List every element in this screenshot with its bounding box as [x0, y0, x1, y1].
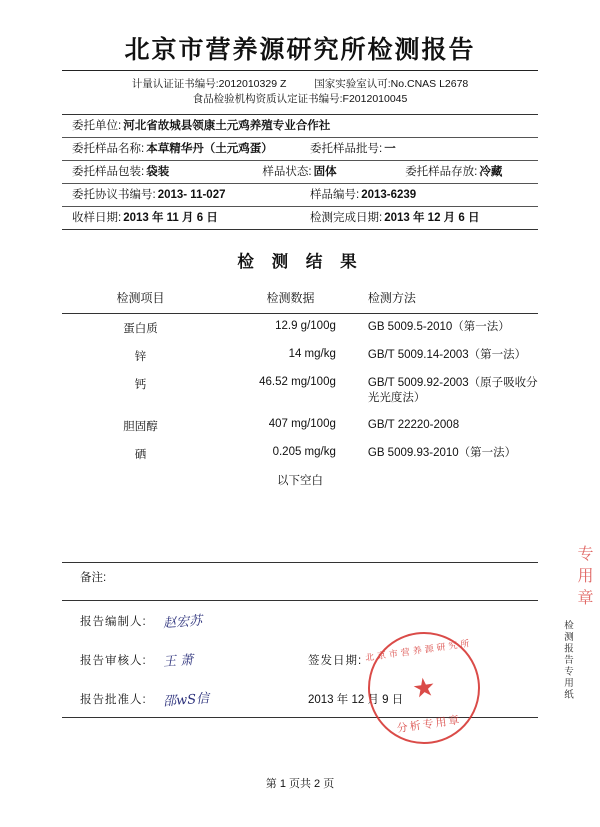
table-header-row [62, 284, 538, 314]
cell-item: 钙 [134, 379, 147, 391]
info-row [62, 206, 538, 229]
food-cert-value: F2012010045 [342, 93, 408, 105]
cell-item: 锌 [134, 351, 147, 363]
star-icon: ★ [410, 671, 438, 704]
approver-signature: 邵wS信 [162, 691, 210, 710]
column-header-item: 检测项目 [62, 284, 219, 314]
cell-data: 12.9 g/100g [275, 320, 336, 332]
cnas-label: 国家实验室认可: [314, 78, 391, 90]
info-row [62, 115, 538, 137]
food-cert-label: 食品检验机构资质认定证书编号: [192, 93, 343, 105]
certification-line-2 [62, 92, 538, 107]
client-info-block [62, 114, 538, 230]
sample-package-label: 委托样品包装: [72, 166, 145, 178]
table-row [62, 370, 538, 412]
agreement-number-label: 委托协议书编号: [72, 189, 156, 201]
sample-batch-value: 一 [384, 143, 396, 155]
side-vertical-note: 检测报告专用纸 [562, 620, 573, 701]
column-header-method: 检测方法 [362, 284, 538, 314]
reviewer-signature: 王 萧 [162, 652, 194, 671]
sample-name [62, 142, 300, 156]
results-table [62, 284, 538, 468]
sample-state [252, 165, 395, 179]
cell-method: GB/T 5009.14-2003（第一法） [367, 349, 527, 361]
signature-row-preparer [62, 601, 538, 640]
sample-number [300, 188, 538, 202]
info-row [62, 137, 538, 160]
cell-method: GB/T 5009.92-2003（原子吸收分光光度法） [367, 377, 538, 404]
sample-storage-value: 冷藏 [479, 166, 503, 178]
approver-label: 报告批准人: [80, 693, 147, 706]
complete-date [300, 211, 538, 225]
issue-date-label: 签发日期: [308, 654, 363, 667]
seal-bottom-text: 分析专用章 [395, 713, 463, 736]
results-heading: 检 测 结 果 [237, 252, 363, 271]
sample-name-label: 委托样品名称: [72, 143, 145, 155]
cell-data: 14 mg/kg [288, 348, 336, 360]
receive-date-label: 收样日期: [72, 212, 122, 224]
cell-item: 硒 [134, 449, 147, 461]
certification-line-1 [62, 77, 538, 92]
blank-below-note: 以下空白 [277, 475, 323, 487]
sample-package [62, 165, 252, 179]
sample-state-value: 固体 [313, 166, 337, 178]
table-row [62, 342, 538, 370]
cell-method: GB 5009.93-2010（第一法） [367, 447, 517, 459]
reviewer-label: 报告审核人: [80, 654, 147, 667]
sample-storage [395, 165, 538, 179]
column-header-data: 检测数据 [219, 284, 362, 314]
client-company [62, 119, 538, 133]
sample-number-value: 2013-6239 [361, 189, 417, 201]
sample-package-value: 袋装 [146, 166, 170, 178]
complete-date-value: 2013 年 12 月 6 日 [384, 212, 480, 224]
cell-item: 胆固醇 [123, 421, 158, 433]
info-row [62, 160, 538, 183]
table-row [62, 412, 538, 440]
info-row [62, 183, 538, 206]
receive-date-value: 2013 年 11 月 6 日 [123, 212, 218, 224]
table-row [62, 440, 538, 468]
side-red-stamp: 专用章 [575, 545, 594, 611]
issue-date-value: 2013 年 12 月 9 日 [308, 693, 404, 706]
sample-batch-label: 委托样品批号: [310, 143, 383, 155]
complete-date-label: 检测完成日期: [310, 212, 383, 224]
metrology-cert-value: 2012010329 Z [218, 78, 287, 90]
remarks-section [62, 562, 538, 593]
cnas-value: No.CNAS L2678 [390, 78, 469, 90]
receive-date [62, 211, 300, 225]
cell-data: 0.205 mg/kg [272, 446, 336, 458]
cell-item: 蛋白质 [123, 323, 158, 335]
page-footer: 第 1 页共 2 页 [265, 778, 335, 790]
sample-number-label: 样品编号: [310, 189, 360, 201]
client-company-value: 河北省故城县领康土元鸡养殖专业合作社 [123, 120, 331, 132]
client-company-label: 委托单位: [72, 120, 122, 132]
cell-data: 46.52 mg/100g [259, 376, 336, 388]
sample-name-value: 本草精华丹（土元鸡蛋） [146, 143, 273, 155]
preparer-label: 报告编制人: [80, 615, 147, 628]
table-row [62, 314, 538, 343]
cell-method: GB/T 22220-2008 [367, 419, 460, 431]
cell-data: 407 mg/100g [268, 418, 336, 430]
sample-batch [300, 142, 538, 156]
seal-top-text: 北京市营养源研究所 [364, 638, 474, 664]
preparer-signature: 赵宏苏 [162, 613, 203, 632]
title-divider [62, 70, 538, 71]
sample-state-label: 样品状态: [262, 166, 312, 178]
agreement-number [62, 188, 300, 202]
sample-storage-label: 委托样品存放: [405, 166, 478, 178]
metrology-cert-label: 计量认证证书编号: [131, 78, 219, 90]
page-title: 北京市营养源研究所检测报告 [124, 35, 476, 64]
agreement-number-value: 2013- 11-027 [157, 189, 226, 201]
remarks-label: 备注: [80, 572, 107, 584]
cell-method: GB 5009.5-2010（第一法） [367, 321, 510, 333]
